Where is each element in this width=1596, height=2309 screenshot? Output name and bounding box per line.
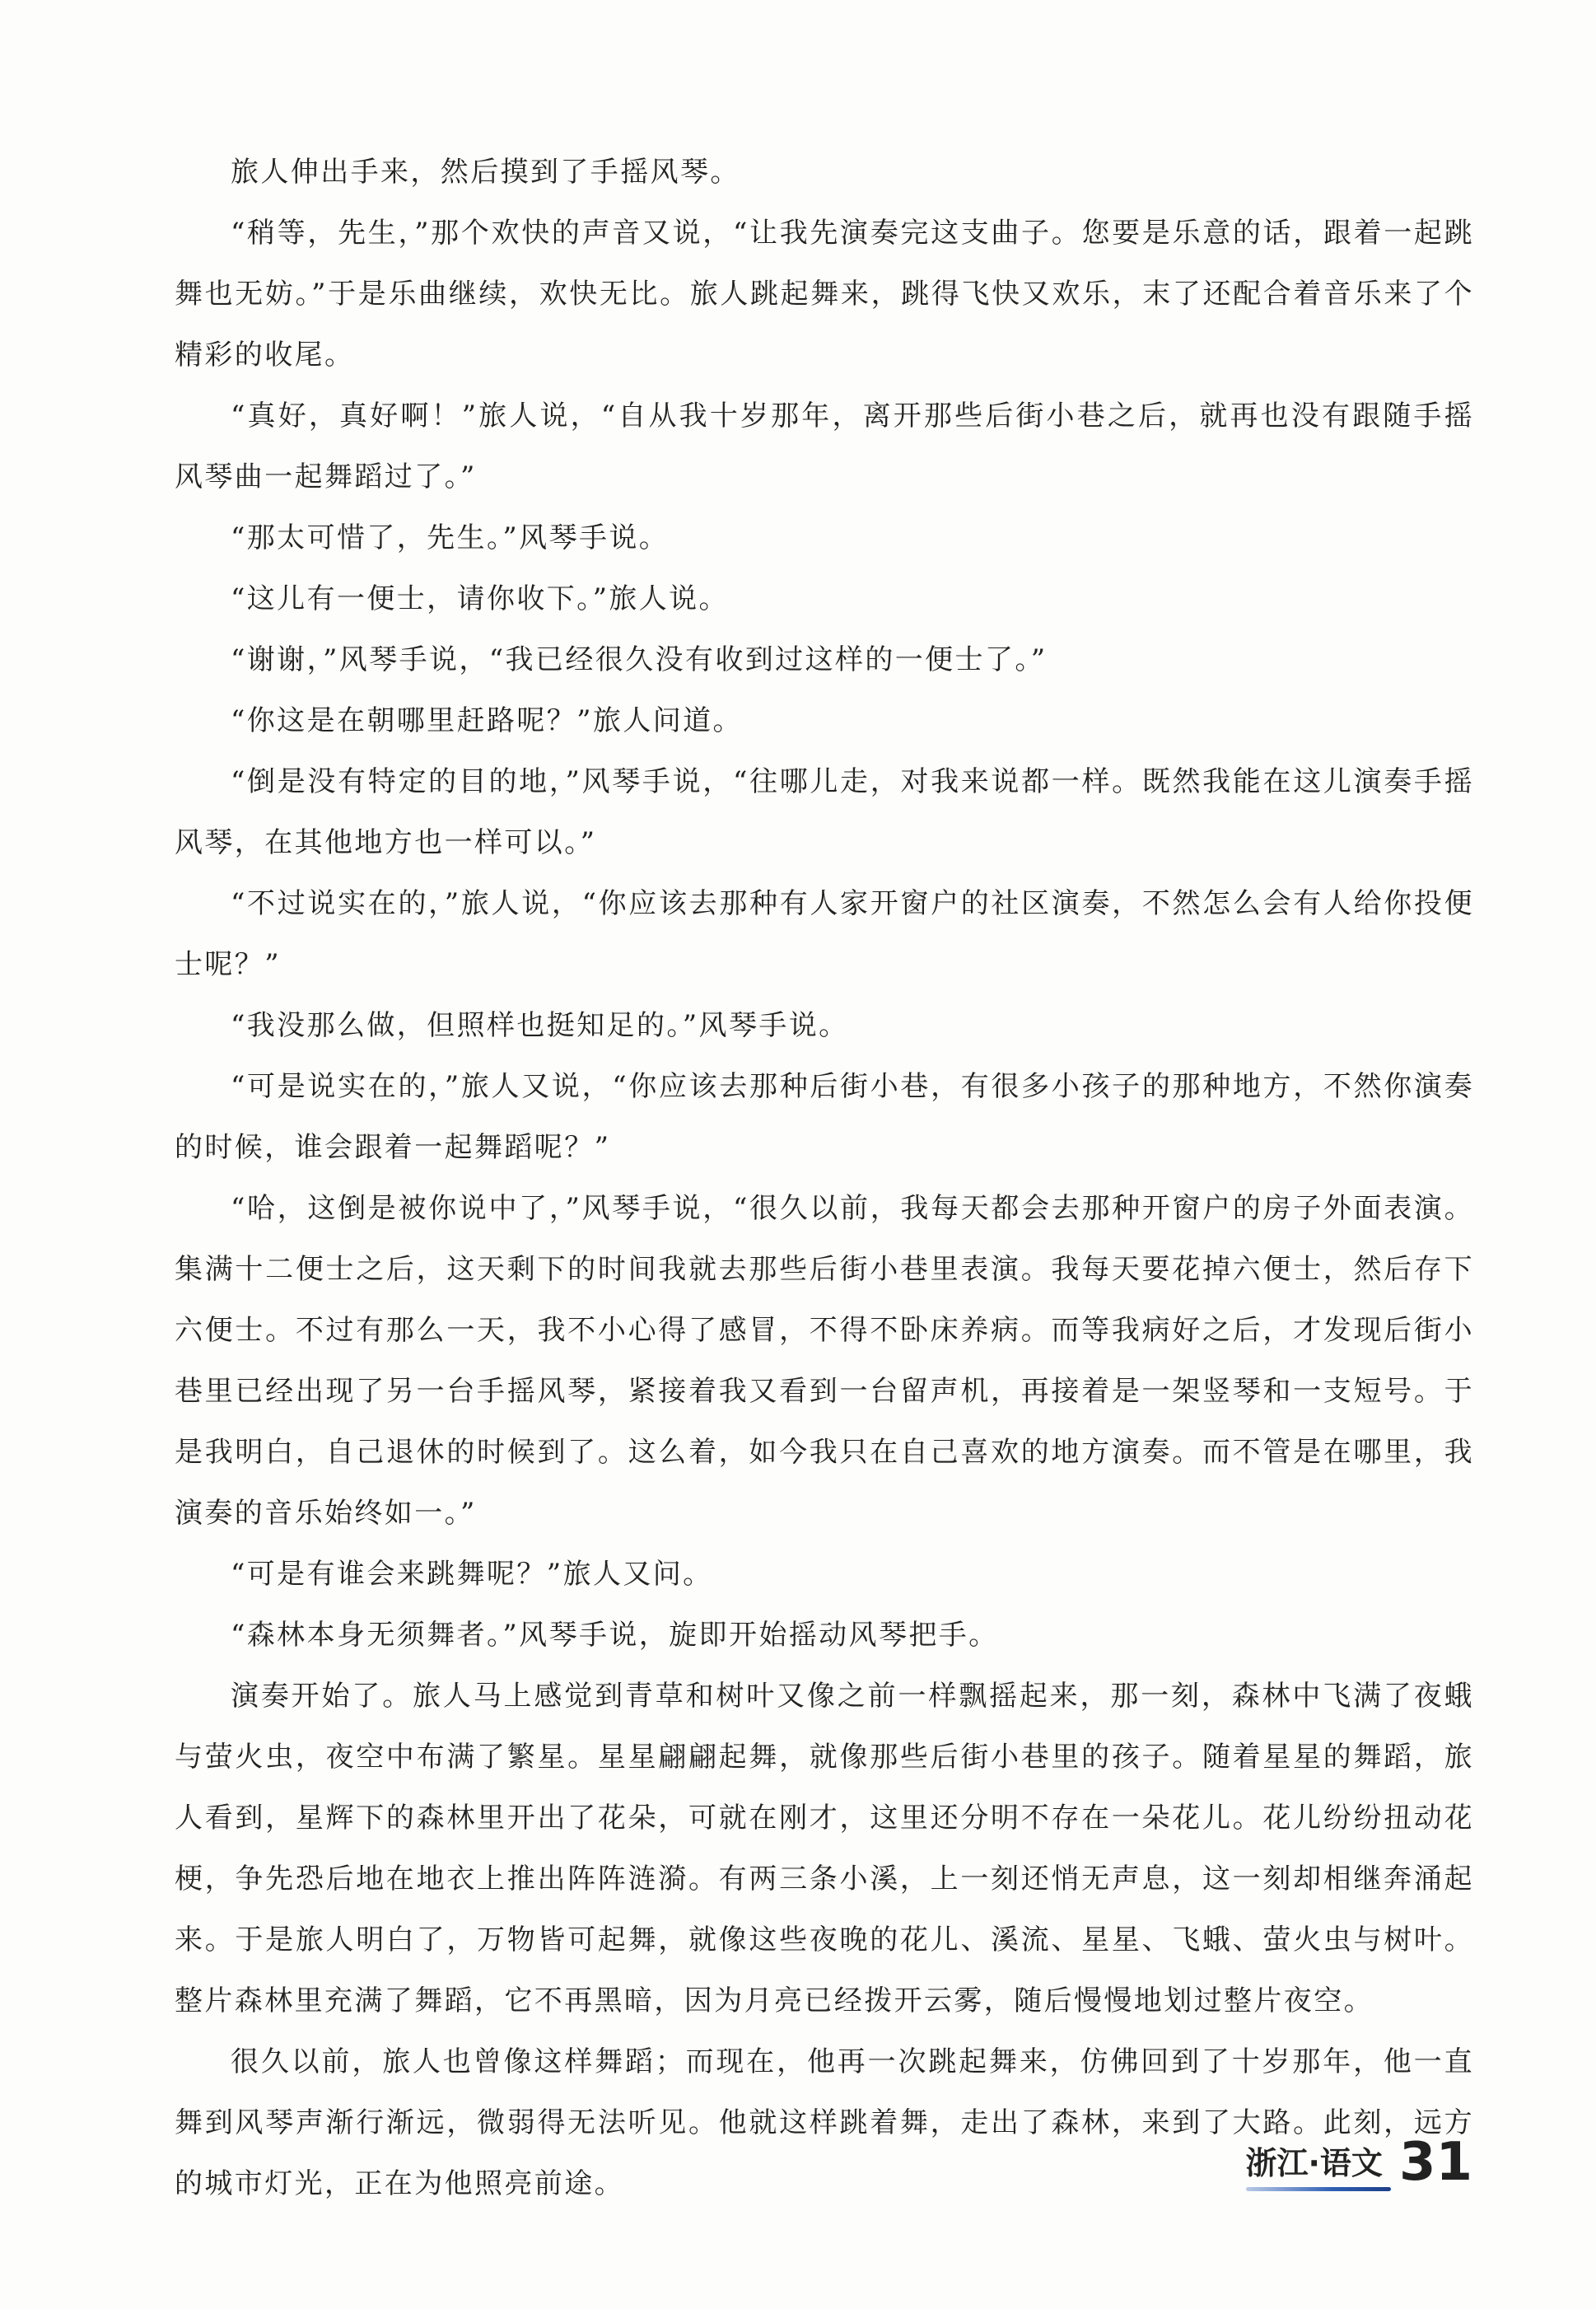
- paragraph: “倒是没有特定的目的地，”风琴手说，“往哪儿走，对我来说都一样。既然我能在这儿演奏手摇风琴，在其他地方也一样可以。”: [175, 765, 1474, 859]
- paragraph: “可是有谁会来跳舞呢？”旅人又问。: [231, 1558, 713, 1591]
- paragraph: “稍等，先生，”那个欢快的声音又说，“让我先演奏完这支曲子。您要是乐意的话，跟着一起跳舞也无妨。”于是乐曲继续，欢快无比。旅人跳起舞来，跳得飞快又欢乐，末了还配合着音乐来了个精彩的收尾。: [175, 217, 1474, 372]
- story-text: [175, 142, 1474, 2214]
- paragraph: “不过说实在的，”旅人说，“你应该去那种有人家开窗户的社区演奏，不然怎么会有人给你投便士呢？”: [175, 887, 1474, 981]
- page-number: 31: [1398, 2132, 1472, 2193]
- paragraph: “森林本身无须舞者。”风琴手说，旋即开始摇动风琴把手。: [231, 1619, 999, 1652]
- paragraph: “哈，这倒是被你说中了，”风琴手说，“很久以前，我每天都会去那种开窗户的房子外面表演。集满十二便士之后，这天剩下的时间我就去那些后街小巷里表演。我每天要花掉六便士，然后存下六便士。不过有那么一天，我不小心得了感冒，不得不卧床养病。而等我病好之后，才发现后街小巷里已经出现了另一台手摇风琴，紧接着我又看到一台留声机，再接着是一架竖琴和一支短号。于是我明白，自己退休的时候到了。这么着，如今我只在自己喜欢的地方演奏。而不管是在哪里，我演奏的音乐始终如一。”: [175, 1192, 1474, 1530]
- paragraph: “你这是在朝哪里赶路呢？”旅人问道。: [231, 704, 743, 737]
- paragraph: “这儿有一便士，请你收下。”旅人说。: [231, 582, 729, 615]
- paragraph: “真好，真好啊！”旅人说，“自从我十岁那年，离开那些后街小巷之后，就再也没有跟随手摇风琴曲一起舞蹈过了。”: [175, 400, 1474, 493]
- paragraph: “那太可惜了，先生。”风琴手说。: [231, 521, 670, 554]
- page-footer: [1246, 2134, 1473, 2191]
- paragraph: 演奏开始了。旅人马上感觉到青草和树叶又像之前一样飘摇起来，那一刻，森林中飞满了夜蛾与萤火虫，夜空中布满了繁星。星星翩翩起舞，就像那些后街小巷里的孩子。随着星星的舞蹈，旅人看到，星辉下的森林里开出了花朵，可就在刚才，这里还分明不存在一朵花儿。花儿纷纷扭动花梗，争先恐后地在地衣上推出阵阵涟漪。有两三条小溪，上一刻还悄无声息，这一刻却相继奔涌起来。于是旅人明白了，万物皆可起舞，就像这些夜晚的花儿、溪流、星星、飞蛾、萤火虫与树叶。整片森林里充满了舞蹈，它不再黑暗，因为月亮已经拨开云雾，随后慢慢地划过整片夜空。: [175, 1680, 1474, 2017]
- paragraph: “谢谢，”风琴手说，“我已经很久没有收到过这样的一便士了。”: [231, 643, 1048, 676]
- footer-label: 浙江·语文: [1246, 2145, 1383, 2191]
- paragraph: 旅人伸出手来，然后摸到了手摇风琴。: [231, 156, 740, 189]
- paragraph: 很久以前，旅人也曾像这样舞蹈；而现在，他再一次跳起舞来，仿佛回到了十岁那年，他一直舞到风琴声渐行渐远，微弱得无法听见。他就这样跳着舞，走出了森林，来到了大路。此刻，远方的城市灯光，正在为他照亮前途。: [175, 2045, 1474, 2200]
- paragraph: “我没那么做，但照样也挺知足的。”风琴手说。: [231, 1009, 849, 1042]
- paragraph: “可是说实在的，”旅人又说，“你应该去那种后街小巷，有很多小孩子的那种地方，不然你演奏的时候，谁会跟着一起舞蹈呢？”: [175, 1070, 1474, 1164]
